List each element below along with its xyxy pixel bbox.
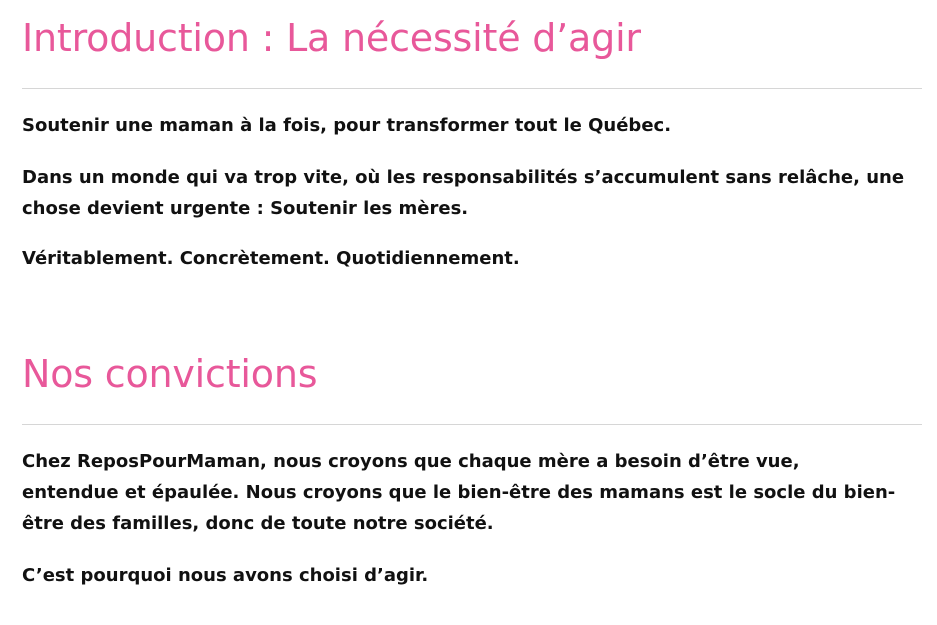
convictions-heading: Nos convictions [22,352,318,396]
intro-paragraph: Soutenir une maman à la fois, pour transformer tout le Québec. [22,115,672,136]
convictions-divider [22,424,922,425]
convictions-paragraph: C’est pourquoi nous avons choisi d’agir. [22,565,429,586]
convictions-paragraph: Chez ReposPourMaman, nous croyons que chaque mère a besoin d’être vue, entendue et épaulée. Nous croyons que le bien-être des mamans est le socle du bien-être des familles, donc de toute notre société. [22,451,896,534]
intro-divider [22,88,922,89]
intro-paragraph: Dans un monde qui va trop vite, où les responsabilités s’accumulent sans relâche, une chose devient urgente : Soutenir les mères. [22,167,905,219]
intro-heading: Introduction : La nécessité d’agir [22,16,641,60]
intro-paragraph: Véritablement. Concrètement. Quotidiennement. [22,248,520,269]
